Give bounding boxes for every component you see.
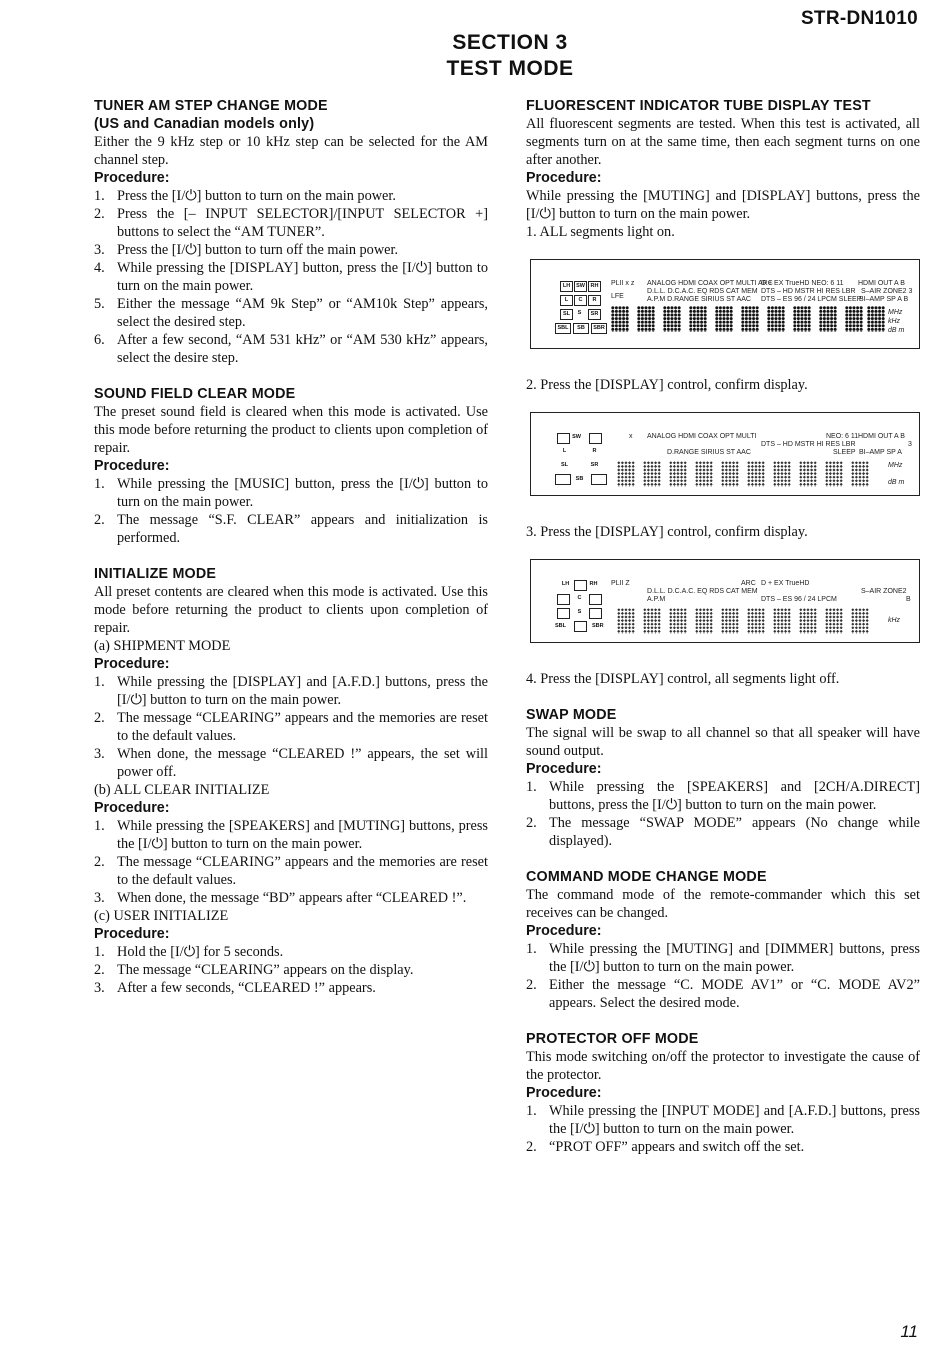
speaker-indicator: LH	[561, 581, 570, 587]
list-item: 3. After a few seconds, “CLEARED !” appears.	[94, 980, 376, 996]
dot-matrix-digit	[669, 461, 687, 487]
sound-field-title: SOUND FIELD CLEAR MODE	[94, 386, 296, 402]
dot-matrix-digit	[867, 306, 885, 332]
protector-procedure-label: Procedure:	[526, 1085, 602, 1101]
section-number: SECTION 3	[452, 31, 568, 54]
unit-dbm: dB m	[888, 479, 905, 486]
dot-matrix-digit	[799, 608, 817, 634]
all-clear-label: (b) ALL CLEAR INITIALIZE	[94, 782, 270, 798]
dot-matrix-digit	[845, 306, 863, 332]
command-mode-title: COMMAND MODE CHANGE MODE	[526, 869, 767, 885]
speaker-indicator-off	[589, 594, 602, 605]
speaker-indicator: C	[574, 295, 587, 306]
user-initialize-procedure-label: Procedure:	[94, 926, 170, 942]
dot-matrix-digit	[721, 608, 739, 634]
tuner-indicators: A.P.M D.RANGE SIRIUS ST AAC	[647, 296, 751, 303]
fluorescent-step-1: 1. ALL segments light on.	[526, 224, 675, 240]
dot-matrix-digit	[773, 608, 791, 634]
speaker-indicator: SW	[572, 434, 581, 440]
swap-mode-title: SWAP MODE	[526, 707, 617, 723]
shipment-procedure-label: Procedure:	[94, 656, 170, 672]
list-item: 1. While pressing the [MUSIC] button, press the [I/⏻] button to turn on the main power.	[94, 476, 488, 510]
dot-matrix-digit	[689, 306, 707, 332]
speaker-indicator-off	[557, 433, 570, 444]
unit-khz: kHz	[888, 617, 901, 624]
list-item: 6. After a few second, “AM 531 kHz” or “AM 530 kHz” appears, select the desire step.	[94, 332, 488, 366]
swap-procedure-label: Procedure:	[526, 761, 602, 777]
speaker-indicator: C	[577, 595, 582, 601]
sound-field-intro: The preset sound field is cleared when this mode is activated. Use this mode before returning the product to clients upon completion of repair.	[94, 404, 488, 456]
zone-indicator: 3	[908, 441, 912, 448]
dot-matrix-digit	[695, 608, 713, 634]
command-mode-intro: The command mode of the remote-commander which this set receives can be changed.	[526, 887, 920, 921]
sleep-indicator: SLEEP	[833, 449, 856, 456]
list-item: 1. While pressing the [MUTING] and [DIMMER] buttons, press the [I/⏻] button to turn on the main power.	[526, 941, 920, 975]
command-steps	[526, 940, 920, 1012]
speaker-indicator: SW	[574, 281, 587, 292]
fluorescent-test-intro: All fluorescent segments are tested. When this test is activated, all segments turn on at the same time, then each segment turns on one after another.	[526, 116, 920, 168]
display-all-segments	[530, 259, 920, 349]
list-item: 2. The message “CLEARING” appears on the display.	[94, 962, 414, 978]
dot-matrix-digit	[747, 608, 765, 634]
hdmi-out-indicator: HDMI OUT A B	[858, 433, 905, 440]
dot-matrix-digit	[715, 306, 733, 332]
swap-mode-intro: The signal will be swap to all channel so that all speaker will have sound output.	[526, 725, 920, 759]
list-item: 3. Press the [I/⏻] button to turn off the main power.	[94, 242, 399, 258]
tuner-title: TUNER AM STEP CHANGE MODE	[94, 98, 328, 114]
speaker-indicator-off	[591, 474, 607, 485]
speaker-indicator: RH	[589, 581, 598, 587]
fluorescent-test-title: FLUORESCENT INDICATOR TUBE DISPLAY TEST	[526, 98, 871, 114]
list-item: 1. Press the [I/⏻] button to turn on the main power.	[94, 188, 396, 204]
user-initialize-steps	[94, 943, 488, 997]
shipment-mode-label: (a) SHIPMENT MODE	[94, 638, 231, 654]
dot-matrix-digit	[819, 306, 837, 332]
dot-matrix-digit	[799, 461, 817, 487]
dts-es-indicators: DTS – ES 96 / 24 LPCM	[761, 596, 837, 603]
speaker-indicator: S	[577, 609, 582, 615]
initialize-title: INITIALIZE MODE	[94, 566, 217, 582]
list-item: 1. While pressing the [SPEAKERS] and [2CH/A.DIRECT] buttons, press the [I/⏻] button to turn on the main power.	[526, 779, 920, 813]
speaker-indicator: SR	[590, 462, 599, 468]
speaker-indicator-off	[574, 580, 587, 591]
list-item: 2. The message “SWAP MODE” appears (No change while displayed).	[526, 815, 920, 849]
protector-steps	[526, 1102, 920, 1156]
speaker-indicator-off	[557, 594, 570, 605]
speaker-indicator-off	[589, 608, 602, 619]
apm-indicator: A.P.M	[647, 596, 666, 603]
dot-matrix-digit	[747, 461, 765, 487]
command-procedure-label: Procedure:	[526, 923, 602, 939]
section-title: TEST MODE	[446, 57, 574, 80]
dts-indicators: DTS – HD MSTR HI RES LBR	[761, 441, 856, 448]
decoder-indicators: D + EX TrueHD NEO: 6 11	[761, 280, 844, 287]
list-item: 3. When done, the message “BD” appears after “CLEARED !”.	[94, 890, 467, 906]
dot-matrix-digit	[851, 461, 869, 487]
right-column	[526, 97, 920, 1156]
speaker-b-indicator: B	[906, 596, 911, 603]
tuner-procedure-label: Procedure:	[94, 170, 170, 186]
speaker-indicator-off	[555, 474, 571, 485]
lfe-indicator: LFE	[611, 293, 624, 300]
all-clear-steps	[94, 817, 488, 907]
list-item: 2. “PROT OFF” appears and switch off the set.	[526, 1139, 805, 1155]
speaker-indicator: LH	[560, 281, 573, 292]
fluorescent-procedure-label: Procedure:	[526, 170, 602, 186]
protector-off-title: PROTECTOR OFF MODE	[526, 1031, 699, 1047]
speaker-indicator-off	[557, 608, 570, 619]
dot-matrix-digit	[643, 608, 661, 634]
fluorescent-step-3: 3. Press the [DISPLAY] control, confirm display.	[526, 524, 808, 540]
dot-matrix-digit	[741, 306, 759, 332]
initialize-intro: All preset contents are cleared when this mode is activated. Use this mode before returning the product to clients upon completion of repair.	[94, 584, 488, 636]
speaker-indicator: SL	[560, 309, 573, 320]
speaker-ab-indicator: BI–AMP SP A B	[859, 296, 909, 303]
dot-matrix-digit	[793, 306, 811, 332]
speaker-indicator: S	[577, 310, 582, 316]
all-clear-procedure-label: Procedure:	[94, 800, 170, 816]
shipment-steps	[94, 673, 488, 781]
list-item: 1. Hold the [I/⏻] for 5 seconds.	[94, 944, 284, 960]
display-pattern-1	[530, 412, 920, 496]
list-item: 1. While pressing the [SPEAKERS] and [MUTING] buttons, press the [I/⏻] button to turn on the main power.	[94, 818, 488, 852]
sound-field-procedure-label: Procedure:	[94, 458, 170, 474]
list-item: 1. While pressing the [INPUT MODE] and [A.F.D.] buttons, press the [I/⏻] button to turn on the main power.	[526, 1103, 920, 1137]
dot-matrix-digit	[643, 461, 661, 487]
dolby-x-indicator: x	[629, 433, 633, 440]
list-item: 2. The message “CLEARING” appears and the memories are reset to the default values.	[94, 854, 488, 888]
dolby-indicator: PLII Z	[611, 580, 630, 587]
dts-es-indicators: DTS – ES 96 / 24 LPCM SLEEP	[761, 296, 862, 303]
dot-matrix-digit	[721, 461, 739, 487]
zone-indicator: S–AIR ZONE2 3	[861, 288, 913, 295]
dot-matrix-digit	[611, 306, 629, 332]
list-item: 2. Either the message “C. MODE AV1” or “C. MODE AV2” appears. Select the desired mode.	[526, 977, 920, 1011]
fluorescent-procedure-text: While pressing the [MUTING] and [DISPLAY] buttons, press the [I/⏻] button to turn on the main power.	[526, 188, 920, 222]
dot-matrix-digit	[663, 306, 681, 332]
dot-matrix-digit	[825, 608, 843, 634]
function-indicators: D.L.L. D.C.A.C. EQ RDS CAT MEM	[647, 588, 758, 595]
speaker-indicator: SBL	[555, 323, 571, 334]
fluorescent-step-4: 4. Press the [DISPLAY] control, all segments light off.	[526, 671, 840, 687]
list-item: 2. The message “CLEARING” appears and the memories are reset to the default values.	[94, 710, 488, 744]
speaker-indicator-off	[574, 621, 587, 632]
sound-field-steps	[94, 475, 488, 547]
list-item: 3. When done, the message “CLEARED !” appears, the set will power off.	[94, 746, 488, 780]
speaker-indicator-off	[589, 433, 602, 444]
left-column	[94, 97, 488, 997]
speaker-indicator: L	[562, 448, 567, 454]
decoder-indicators: NEO: 6 11	[826, 433, 859, 440]
tuner-indicators: D.RANGE SIRIUS ST AAC	[667, 449, 751, 456]
input-indicators: ANALOG HDMI COAX OPT MULTI ARC	[647, 280, 773, 287]
dot-matrix-digit	[669, 608, 687, 634]
dot-matrix-digit	[825, 461, 843, 487]
speaker-indicator: SBR	[592, 623, 604, 629]
list-item: 5. Either the message “AM 9k Step” or “AM10k Step” appears, select the desired step.	[94, 296, 488, 330]
speaker-indicator: SB	[575, 476, 584, 482]
display-pattern-2	[530, 559, 920, 643]
speaker-indicator: SB	[573, 323, 589, 334]
list-item: 4. While pressing the [DISPLAY] button, press the [I/⏻] button to turn on the main power.	[94, 260, 488, 294]
unit-mhz: MHz	[888, 309, 903, 316]
model-number: STR-DN1010	[800, 8, 918, 29]
tuner-subtitle: (US and Canadian models only)	[94, 116, 315, 132]
speaker-indicator: SBR	[591, 323, 607, 334]
dot-matrix-digit	[773, 461, 791, 487]
dot-matrix-digit	[767, 306, 785, 332]
dts-indicators: DTS – HD MSTR HI RES LBR	[761, 288, 856, 295]
dot-matrix-digit	[617, 461, 635, 487]
dolby-indicator: PLII x z	[611, 280, 635, 287]
list-item: 1. While pressing the [DISPLAY] and [A.F.D.] buttons, press the [I/⏻] button to turn on the main power.	[94, 674, 488, 708]
speaker-indicator: SL	[560, 462, 569, 468]
list-item: 2. The message “S.F. CLEAR” appears and initialization is performed.	[94, 512, 488, 546]
swap-steps	[526, 778, 920, 850]
tuner-steps	[94, 187, 488, 367]
speaker-indicator: SBL	[555, 623, 566, 629]
speaker-indicator: RH	[588, 281, 601, 292]
input-indicators: ANALOG HDMI COAX OPT MULTI	[647, 433, 757, 440]
speaker-indicator: SR	[588, 309, 601, 320]
zone-indicator: S–AIR ZONE2	[861, 588, 907, 595]
speaker-indicator: R	[588, 295, 601, 306]
unit-mhz: MHz	[888, 462, 903, 469]
tuner-intro: Either the 9 kHz step or 10 kHz step can be selected for the AM channel step.	[94, 134, 488, 168]
user-initialize-label: (c) USER INITIALIZE	[94, 908, 229, 924]
unit-khz: kHz	[888, 318, 901, 325]
dot-matrix-digit	[851, 608, 869, 634]
speaker-indicator: L	[560, 295, 573, 306]
speaker-indicator: R	[592, 448, 597, 454]
dot-matrix-digit	[695, 461, 713, 487]
speaker-ab-indicator: BI–AMP SP A	[859, 449, 902, 456]
decoder-indicators: D + EX TrueHD	[761, 580, 810, 587]
list-item: 2. Press the [– INPUT SELECTOR]/[INPUT SELECTOR +] buttons to select the “AM TUNER”.	[94, 206, 488, 240]
fluorescent-step-2: 2. Press the [DISPLAY] control, confirm display.	[526, 377, 808, 393]
function-indicators: D.L.L. D.C.A.C. EQ RDS CAT MEM	[647, 288, 758, 295]
section-heading	[0, 30, 950, 82]
protector-off-intro: This mode switching on/off the protector to investigate the cause of the protector.	[526, 1049, 920, 1083]
page-number: 11	[900, 1322, 918, 1341]
hdmi-out-indicator: HDMI OUT A B	[858, 280, 905, 287]
dot-matrix-digit	[637, 306, 655, 332]
dot-matrix-digit	[617, 608, 635, 634]
arc-indicator: ARC	[741, 580, 756, 587]
unit-dbm: dB m	[888, 327, 905, 334]
